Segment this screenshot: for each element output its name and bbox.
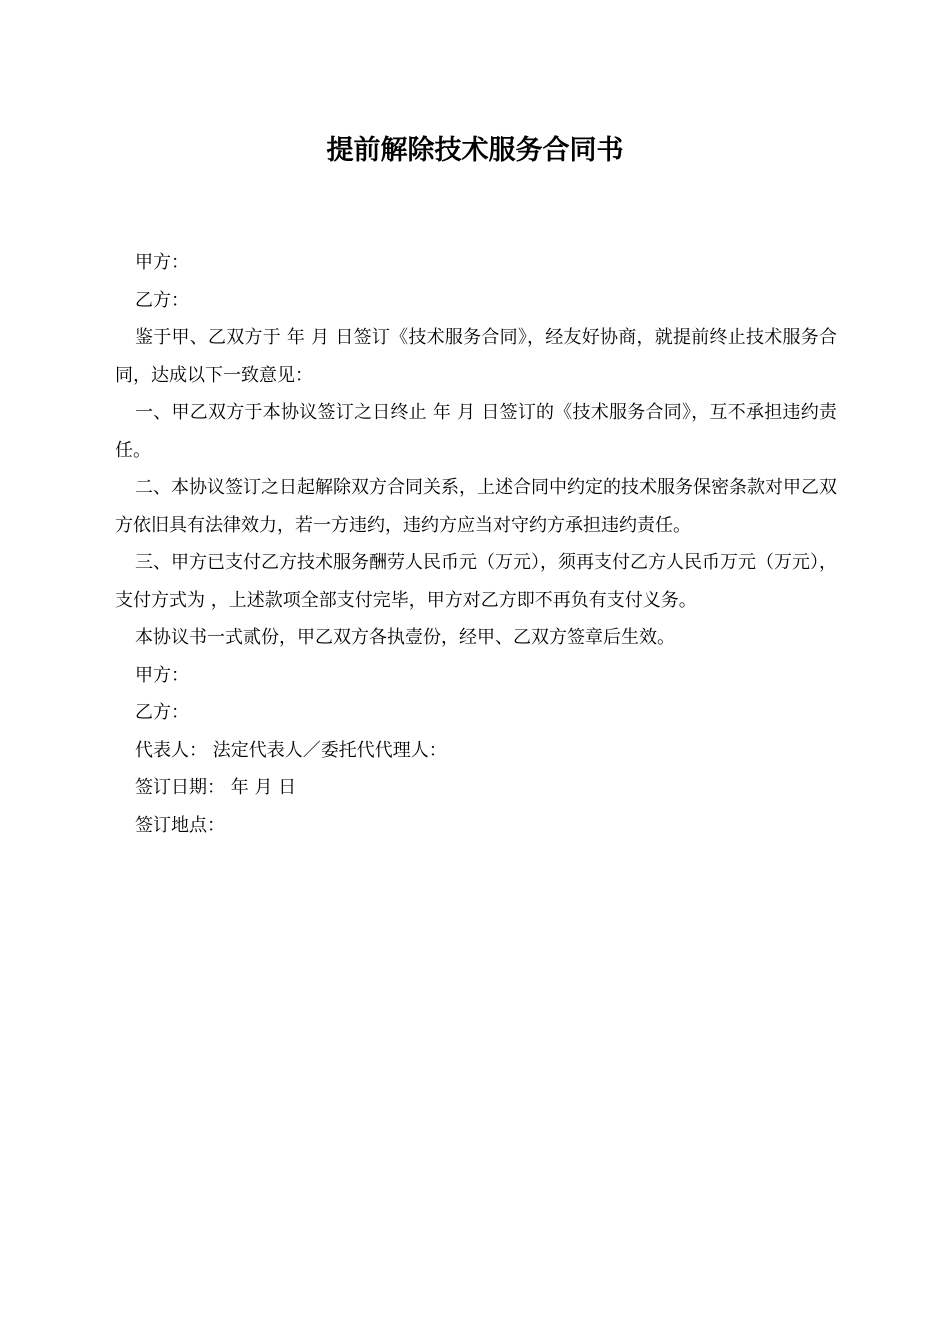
sign-party-a: 甲方： bbox=[135, 664, 189, 686]
document-body bbox=[115, 244, 837, 844]
clause-2: 二、本协议签订之日起解除双方合同关系，上述合同中约定的技术服务保密条款对甲乙双方依旧具有法律效力，若一方违约，违约方应当对守约方承担违约责任。 bbox=[115, 477, 837, 536]
sign-place-line: 签订地点： bbox=[135, 814, 225, 836]
header-party-a: 甲方： bbox=[135, 252, 189, 273]
document-title: 提前解除技术服务合同书 bbox=[326, 135, 624, 166]
clause-3: 三、甲方已支付乙方技术服务酬劳人民币元（万元），须再支付乙方人民币万元（万元），支付方式为 ，上述款项全部支付完毕，甲方对乙方即不再负有支付义务。 bbox=[115, 552, 837, 611]
copies-paragraph: 本协议书一式贰份，甲乙双方各执壹份，经甲、乙双方签章后生效。 bbox=[135, 627, 675, 648]
clause-1: 一、甲乙双方于本协议签订之日终止 年 月 日签订的《技术服务合同》，互不承担违约责任。 bbox=[115, 402, 837, 461]
header-party-b: 乙方： bbox=[135, 289, 189, 311]
representative-line: 代表人： 法定代表人／委托代代理人： bbox=[135, 739, 447, 761]
sign-party-b: 乙方： bbox=[135, 702, 189, 723]
intro-paragraph: 鉴于甲、乙双方于 年 月 日签订《技术服务合同》，经友好协商，就提前终止技术服务合同，达成以下一致意见： bbox=[115, 327, 837, 386]
sign-date-line: 签订日期： 年 月 日 bbox=[135, 777, 297, 798]
